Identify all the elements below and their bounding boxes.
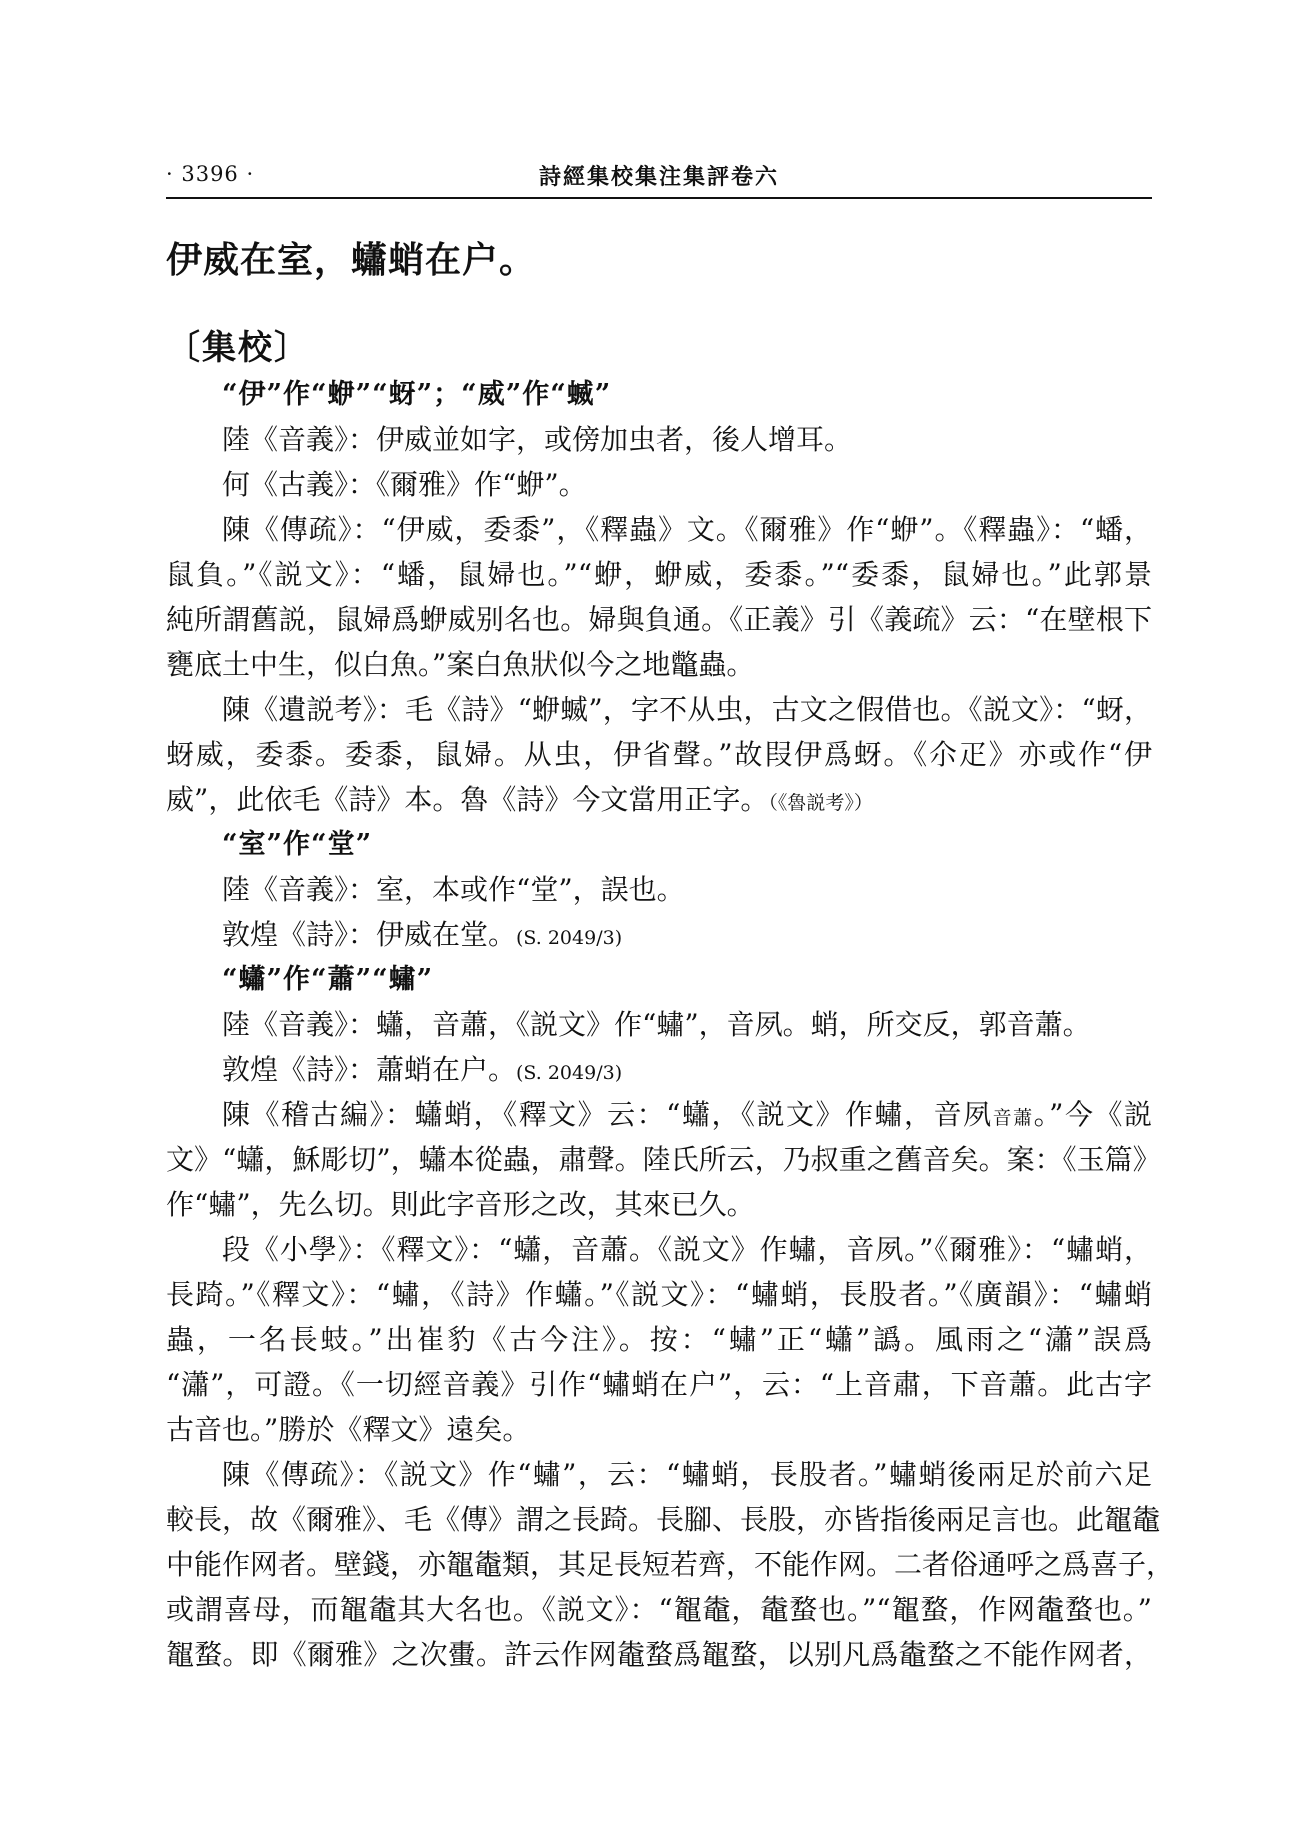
text-line: 何《古義》：《爾雅》作“蛜”。: [222, 468, 587, 501]
text-line: 鼠負。”《説文》：“蟠，鼠婦也。”“蛜，蛜威，委黍。”“委黍，鼠婦也。”此郭景: [166, 558, 1152, 591]
text-line-main: 敦煌《詩》：蕭蛸在户。: [222, 1053, 517, 1086]
manuscript-ref: (S. 2049/3): [516, 927, 623, 949]
text-line: 陳《傳疏》：《説文》作“蟰”，云：“蟰蛸，長股者。”蟰蛸後兩足於前六足: [222, 1458, 1152, 1491]
variant-heading: “室”作“堂”: [222, 829, 373, 860]
source-note: （《魯説考》）: [768, 792, 873, 814]
text-line: 陳《遺説考》：毛《詩》“蛜蝛”，字不从虫，古文之假借也。《説文》：“蚜，: [222, 693, 1152, 726]
text-line: 陸《音義》：伊威並如字，或傍加虫者，後人增耳。: [222, 423, 853, 456]
text-line: 陳《傳疏》：“伊威，委黍”，《釋蟲》文。《爾雅》作“蛜”。《釋蟲》：“蟠，: [222, 513, 1152, 546]
text-line: 文》“蠨，穌彫切”，蠨本從蟲，肅聲。陸氏所云，乃叔重之舊音矣。案：《玉篇》: [166, 1143, 1161, 1176]
section-heading: 〔集校〕: [166, 328, 310, 368]
text-line-main: 敦煌《詩》：伊威在堂。: [222, 918, 517, 951]
text-line: 鼅蝥。即《爾雅》之次蟗。許云作网鼄蝥爲鼅蝥，以别凡爲鼄蝥之不能作网者，: [166, 1638, 1152, 1671]
text-line: 作“蟰”，先么切。則此字音形之改，其來已久。: [166, 1188, 755, 1221]
text-line: 甕底土中生，似白魚。”案白魚狀似今之地鼈蟲。: [166, 648, 755, 681]
text-line: [166, 1092, 1152, 1137]
text-line-tail: 。”今《説: [1033, 1098, 1152, 1131]
variant-heading: “伊”作“蛜”“蚜”；“威”作“蝛”: [222, 379, 612, 410]
text-line: 古音也。”勝於《釋文》遠矣。: [166, 1413, 531, 1446]
manuscript-ref: (S. 2049/3): [516, 1062, 623, 1084]
text-line: 蚜威，委黍。委黍，鼠婦。从虫，伊省聲。”故叚伊爲蚜。《尒疋》亦或作“伊: [166, 738, 1152, 771]
text-line: 陸《音義》：蠨，音蕭，《説文》作“蟰”，音夙。蛸，所交反，郭音蕭。: [222, 1008, 1091, 1041]
variant-heading: “蠨”作“蕭”“蟰”: [222, 964, 434, 995]
text-line: 陸《音義》：室，本或作“堂”，誤也。: [222, 873, 685, 906]
verse-title: 伊威在室，蠨蛸在户。: [166, 239, 537, 281]
interlinear-note: 音蕭: [992, 1107, 1034, 1129]
text-line: 長踦。”《釋文》：“蟰，《詩》作蠨。”《説文》：“蟰蛸，長股者。”《廣韻》：“蟰蛸: [166, 1278, 1152, 1311]
text-line: 蟲，一名長蚑。”出崔豹《古今注》。按：“蟰”正“蠨”譌。風雨之“瀟”誤爲: [166, 1323, 1152, 1356]
body-text: [166, 372, 1175, 1677]
text-line: [166, 777, 1152, 822]
text-line: [166, 1047, 1152, 1092]
text-line: [166, 912, 1152, 957]
text-line-main: 陳《稽古編》：蠨蛸，《釋文》云：“蠨，《説文》作蟰，音夙: [222, 1098, 993, 1131]
text-line: 中能作网者。壁錢，亦鼅鼄類，其足長短若齊，不能作网。二者俗通呼之爲喜子，: [166, 1548, 1175, 1581]
text-line: 或謂喜母，而鼅鼄其大名也。《説文》：“鼅鼄，鼄蝥也。”“鼅蝥，作网鼄蝥也。”: [166, 1593, 1152, 1626]
page-header: [166, 158, 1152, 194]
header-rule: [166, 197, 1152, 199]
text-line: 純所謂舊説，鼠婦爲蛜威别名也。婦與負通。《正義》引《義疏》云：“在壁根下: [166, 603, 1152, 636]
text-line: 段《小學》：《釋文》：“蠨，音蕭。《説文》作蟰，音夙。”《爾雅》：“蟰蛸，: [222, 1233, 1152, 1266]
text-line: “瀟”，可證。《一切經音義》引作“蟰蛸在户”，云：“上音肅，下音蕭。此古字: [166, 1368, 1152, 1401]
running-title: 詩經集校集注集評卷六: [538, 164, 779, 190]
page-number: · 3396 ·: [166, 162, 255, 186]
text-line: 較長，故《爾雅》、毛《傳》謂之長踦。長腳、長股，亦皆指後兩足言也。此鼅鼄: [166, 1503, 1161, 1536]
text-line-main: 威”，此依毛《詩》本。魯《詩》今文當用正字。: [166, 783, 769, 816]
